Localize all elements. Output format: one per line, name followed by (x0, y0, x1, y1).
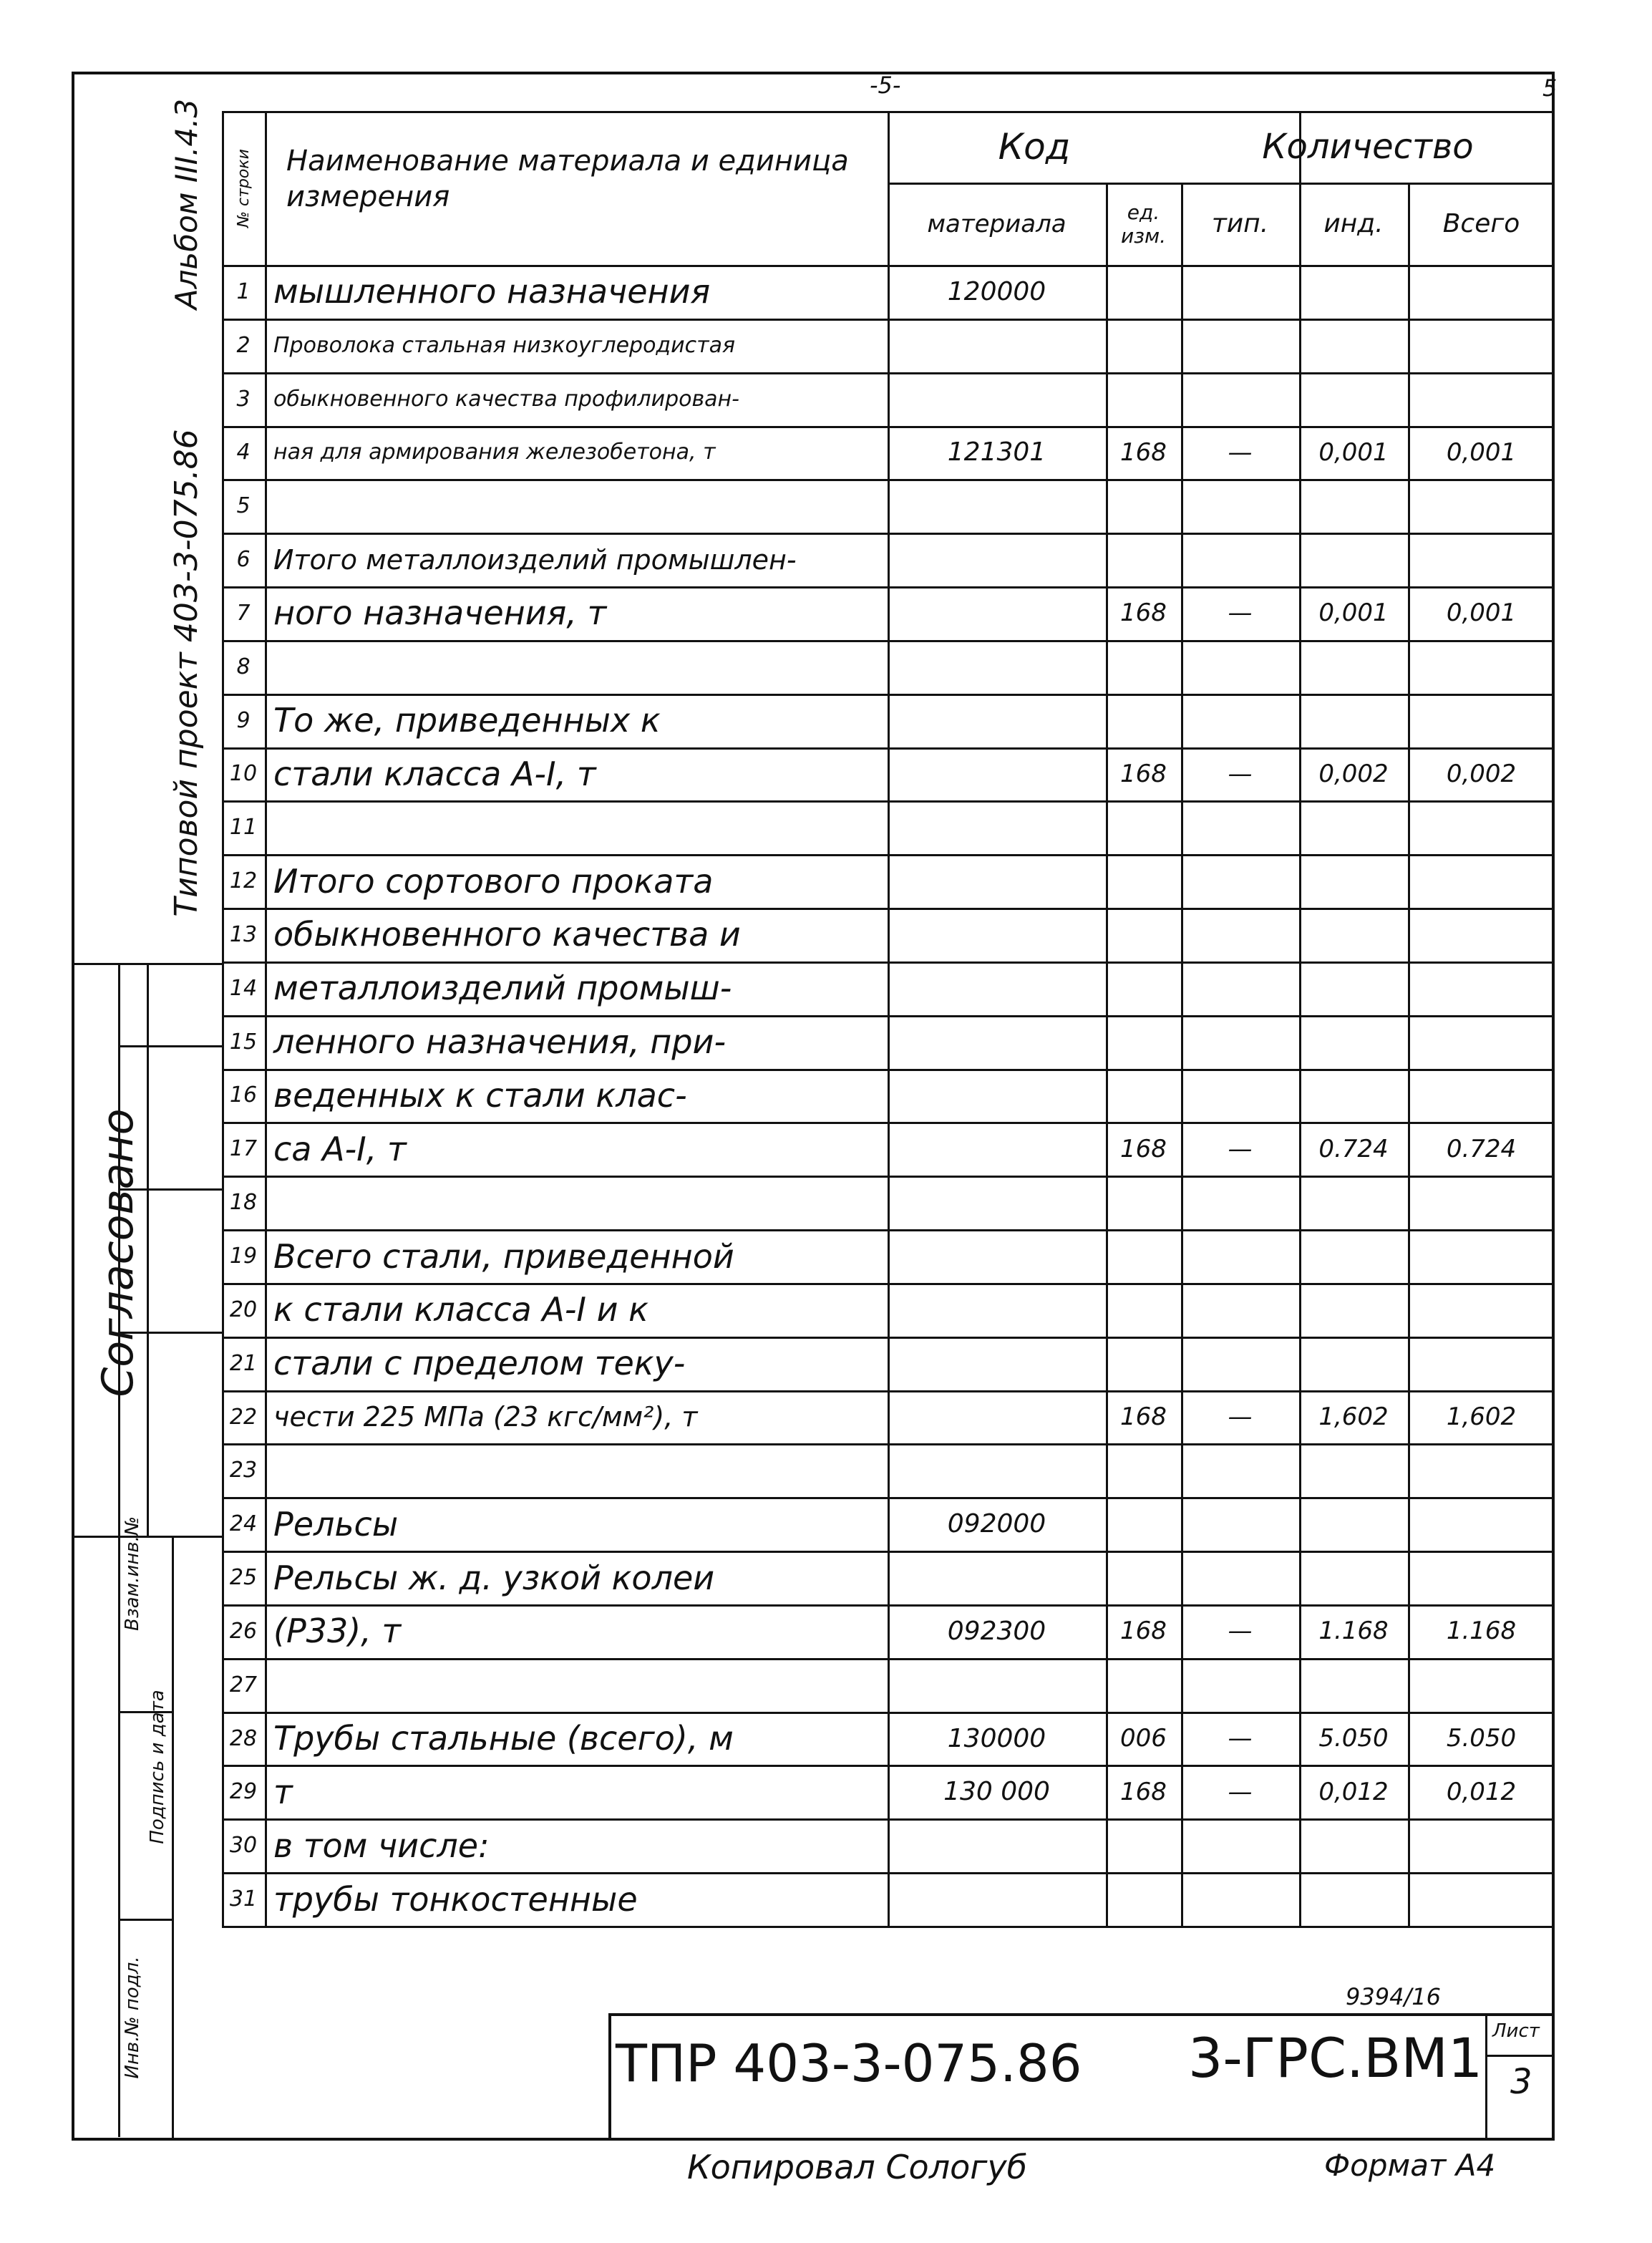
cell-typ (1184, 800, 1296, 854)
table-row (222, 800, 1555, 854)
cell-ind (1302, 1658, 1405, 1712)
cell-n: 11 (229, 815, 258, 840)
table-row (222, 854, 1555, 908)
header-qty-total: Всего (1442, 209, 1520, 238)
cell-code: 130000 (947, 1723, 1046, 1753)
cell-typ: — (1228, 759, 1253, 788)
cell-total (1411, 1337, 1552, 1390)
cell-total (1411, 1658, 1552, 1712)
table-row (222, 1658, 1555, 1712)
cell-typ (1184, 1497, 1296, 1551)
cell-code (890, 854, 1103, 908)
cell-name: обыкновенного качества и (273, 915, 741, 954)
cell-ind (1302, 1443, 1405, 1497)
cell-name: Рельсы (273, 1504, 399, 1544)
cell-typ (1184, 372, 1296, 426)
table-row (222, 908, 1555, 961)
cell-n: 27 (229, 1672, 258, 1697)
cell-code (890, 961, 1103, 1015)
cell-n: 20 (229, 1297, 258, 1322)
cell-total (1411, 1443, 1552, 1497)
header-code-unit: ед. изм. (1120, 200, 1167, 248)
cell-unit: 006 (1120, 1724, 1167, 1753)
cell-unit (1109, 1176, 1178, 1229)
cell-unit (1109, 694, 1178, 747)
cell-n: 4 (236, 440, 251, 465)
cell-name (268, 640, 890, 694)
table-row (222, 479, 1555, 533)
cell-name: металлоизделий промыш- (273, 969, 732, 1008)
cell-total (1411, 265, 1552, 319)
doc-code: 3-ГРС.ВМ1 (1188, 2026, 1483, 2090)
project-code: ТПР 403-3-075.86 (616, 2033, 1082, 2093)
cell-name: Проволока стальная низкоуглеродистая (273, 332, 736, 358)
cell-unit (1109, 1872, 1178, 1926)
copied-by: Копировал Сологуб (687, 2148, 1028, 2186)
cell-ind: 0,001 (1318, 437, 1389, 467)
cell-ind: 0,002 (1318, 759, 1389, 788)
cell-typ (1184, 1872, 1296, 1926)
cell-typ: — (1228, 437, 1253, 467)
cell-total (1411, 1176, 1552, 1229)
table-row (222, 1443, 1555, 1497)
cell-n: 24 (229, 1511, 258, 1537)
cell-ind (1302, 479, 1405, 533)
cell-code (890, 1443, 1103, 1497)
cell-code (890, 1658, 1103, 1712)
table-row (222, 586, 1555, 640)
cell-name: стали с пределом теку- (273, 1344, 686, 1383)
cell-n: 18 (229, 1190, 258, 1216)
table-row (222, 372, 1555, 426)
table-row (222, 1176, 1555, 1229)
cell-n: 7 (236, 600, 251, 626)
cell-total (1411, 1015, 1552, 1069)
table-row (222, 1551, 1555, 1604)
cell-total: 0,001 (1446, 437, 1517, 467)
cell-ind (1302, 640, 1405, 694)
cell-code (890, 1015, 1103, 1069)
cell-code (890, 908, 1103, 961)
cell-total (1411, 1283, 1552, 1337)
cell-unit (1109, 1497, 1178, 1551)
cell-name: ная для армирования железобетона, т (273, 440, 716, 465)
cell-unit (1109, 908, 1178, 961)
cell-code (890, 319, 1103, 372)
cell-unit (1109, 1551, 1178, 1604)
album-label: Альбом III.4.3 (168, 98, 204, 310)
cell-typ (1184, 1337, 1296, 1390)
cell-code (890, 1176, 1103, 1229)
table-row (222, 265, 1555, 319)
cell-unit: 168 (1120, 437, 1167, 467)
cell-code (890, 640, 1103, 694)
cell-unit (1109, 1283, 1178, 1337)
cell-name: ного назначения, т (273, 594, 607, 633)
cell-unit (1109, 854, 1178, 908)
cell-name: (Р33), т (273, 1612, 402, 1651)
cell-total (1411, 854, 1552, 908)
cell-typ (1184, 533, 1296, 586)
cell-code: 130 000 (943, 1777, 1050, 1807)
cell-unit (1109, 1818, 1178, 1872)
cell-total (1411, 533, 1552, 586)
cell-n: 16 (229, 1082, 258, 1108)
cell-n: 6 (236, 547, 251, 573)
cell-code (890, 586, 1103, 640)
table-row (222, 1497, 1555, 1551)
cell-ind (1302, 961, 1405, 1015)
cell-ind (1302, 1497, 1405, 1551)
cell-typ (1184, 1818, 1296, 1872)
cell-n: 28 (229, 1725, 258, 1751)
cell-ind (1302, 372, 1405, 426)
cell-n: 23 (229, 1458, 258, 1483)
table-row (222, 1283, 1555, 1337)
cell-unit (1109, 265, 1178, 319)
header-qty-ind: инд. (1323, 209, 1384, 238)
page-number-corner: 5 (1542, 74, 1558, 102)
cell-code (890, 1337, 1103, 1390)
cell-total: 0,012 (1446, 1777, 1517, 1806)
cell-typ (1184, 1176, 1296, 1229)
cell-name (268, 479, 890, 533)
table-row (222, 1818, 1555, 1872)
cell-code (890, 1872, 1103, 1926)
header-quantity: Количество (1262, 127, 1474, 167)
cell-typ (1184, 1015, 1296, 1069)
cell-n: 5 (236, 493, 251, 519)
table-row (222, 1069, 1555, 1123)
header-code: Код (998, 126, 1071, 168)
table-row (222, 1229, 1555, 1283)
cell-typ (1184, 694, 1296, 747)
cell-typ (1184, 1551, 1296, 1604)
cell-code (890, 1229, 1103, 1283)
cell-n: 30 (229, 1833, 258, 1859)
header-code-material: материала (927, 209, 1066, 238)
cell-name (268, 800, 890, 854)
cell-n: 8 (236, 654, 251, 679)
table-row (222, 961, 1555, 1015)
cell-name: к стали класса А-I и к (273, 1290, 648, 1329)
cell-unit: 168 (1120, 759, 1167, 788)
cell-name: Всего стали, приведенной (273, 1236, 734, 1276)
cell-code (890, 1390, 1103, 1444)
cell-ind (1302, 1229, 1405, 1283)
cell-total (1411, 479, 1552, 533)
cell-ind (1302, 1015, 1405, 1069)
cell-ind (1302, 1337, 1405, 1390)
cell-ind (1302, 694, 1405, 747)
cell-unit (1109, 533, 1178, 586)
project-label: Типовой проект 403-3-075.86 (167, 429, 205, 917)
cell-n: 26 (229, 1618, 258, 1644)
cell-typ (1184, 961, 1296, 1015)
cell-total (1411, 908, 1552, 961)
cell-name: трубы тонкостенные (273, 1879, 638, 1919)
cell-typ: — (1228, 599, 1253, 628)
cell-unit (1109, 640, 1178, 694)
cell-name (268, 1176, 890, 1229)
cell-typ: — (1228, 1403, 1253, 1432)
cell-typ (1184, 854, 1296, 908)
cell-name: веденных к стали клас- (273, 1075, 687, 1115)
cell-name: Итого металлоизделий промышлен- (273, 543, 797, 576)
cell-ind: 0,012 (1318, 1777, 1389, 1806)
cell-total (1411, 694, 1552, 747)
cell-n: 21 (229, 1350, 258, 1376)
side-stamp-sign-label: Подпись и дата (147, 1690, 168, 1844)
table-row (222, 426, 1555, 480)
cell-total (1411, 1551, 1552, 1604)
cell-unit: 168 (1120, 1134, 1167, 1163)
cell-ind: 1.168 (1318, 1617, 1389, 1646)
side-stamp-replace-label: Взам.инв.№ (122, 1516, 143, 1631)
cell-unit: 168 (1120, 1617, 1167, 1646)
table-row (222, 640, 1555, 694)
cell-code (890, 479, 1103, 533)
cell-n: 25 (229, 1565, 258, 1591)
cell-ind: 0,001 (1318, 599, 1389, 628)
cell-total: 0,001 (1446, 599, 1517, 628)
cell-code: 092300 (947, 1616, 1046, 1646)
side-stamp-inv-label: Инв.№ подл. (122, 1956, 143, 2079)
page-number-center: -5- (870, 72, 901, 99)
cell-code: 092000 (947, 1509, 1046, 1539)
cell-total (1411, 1497, 1552, 1551)
cell-code (890, 1069, 1103, 1123)
cell-total (1411, 1069, 1552, 1123)
table-row (222, 1765, 1555, 1818)
cell-total (1411, 1229, 1552, 1283)
cell-code (890, 800, 1103, 854)
cell-unit (1109, 1443, 1178, 1497)
cell-name: в том числе: (273, 1826, 490, 1865)
cell-name (268, 1443, 890, 1497)
cell-typ (1184, 1229, 1296, 1283)
table-row (222, 1122, 1555, 1176)
cell-unit (1109, 319, 1178, 372)
cell-ind (1302, 533, 1405, 586)
inventory-number: 9394/16 (1346, 1983, 1441, 2010)
cell-typ (1184, 908, 1296, 961)
cell-ind (1302, 854, 1405, 908)
cell-n: 22 (229, 1404, 258, 1430)
agreed-label: Согласовано (93, 1108, 143, 1397)
cell-name: са А-I, т (273, 1129, 407, 1168)
cell-ind (1302, 1283, 1405, 1337)
cell-typ (1184, 265, 1296, 319)
cell-name: ленного назначения, при- (273, 1022, 727, 1062)
cell-ind (1302, 265, 1405, 319)
cell-total: 0.724 (1446, 1134, 1517, 1163)
cell-ind (1302, 1176, 1405, 1229)
cell-total (1411, 961, 1552, 1015)
cell-n: 9 (236, 707, 251, 733)
cell-n: 2 (236, 332, 251, 358)
cell-n: 29 (229, 1779, 258, 1805)
table-row (222, 1872, 1555, 1926)
table-row (222, 319, 1555, 372)
table-row (222, 1604, 1555, 1658)
cell-typ (1184, 1283, 1296, 1337)
cell-code (890, 1551, 1103, 1604)
cell-name: Рельсы ж. д. узкой колеи (273, 1558, 715, 1597)
cell-n: 15 (229, 1029, 258, 1055)
cell-typ: — (1228, 1777, 1253, 1806)
cell-typ (1184, 479, 1296, 533)
cell-ind (1302, 908, 1405, 961)
cell-total (1411, 1872, 1552, 1926)
table-row (222, 747, 1555, 801)
cell-name: То же, приведенных к (273, 701, 661, 740)
cell-ind (1302, 1818, 1405, 1872)
cell-unit (1109, 1229, 1178, 1283)
table-row (222, 1390, 1555, 1444)
cell-total (1411, 319, 1552, 372)
cell-unit: 168 (1120, 599, 1167, 628)
format-label: Формат А4 (1324, 2148, 1496, 2183)
cell-typ: — (1228, 1724, 1253, 1753)
cell-name: Итого сортового проката (273, 861, 714, 901)
header-qty-type: тип. (1211, 209, 1269, 238)
cell-total (1411, 1818, 1552, 1872)
table-row (222, 533, 1555, 586)
cell-total (1411, 800, 1552, 854)
cell-name: мышленного назначения (273, 272, 711, 311)
cell-typ (1184, 1069, 1296, 1123)
cell-typ (1184, 640, 1296, 694)
cell-ind: 5.050 (1318, 1724, 1389, 1753)
cell-unit (1109, 1337, 1178, 1390)
cell-total: 5.050 (1446, 1724, 1517, 1753)
header-name: Наименование материала и единица измерения (286, 145, 849, 213)
cell-code (890, 694, 1103, 747)
cell-unit: 168 (1120, 1777, 1167, 1806)
cell-total: 0,002 (1446, 759, 1517, 788)
cell-total: 1.168 (1446, 1617, 1517, 1646)
sheet-number: 3 (1510, 2062, 1532, 2102)
cell-typ (1184, 319, 1296, 372)
cell-n: 17 (229, 1136, 258, 1162)
table-row (222, 1337, 1555, 1390)
cell-code (890, 1283, 1103, 1337)
cell-n: 10 (229, 761, 258, 787)
cell-code (890, 747, 1103, 801)
cell-name: стали класса А-I, т (273, 754, 596, 793)
sheet-label: Лист (1492, 2020, 1540, 2042)
cell-name: т (273, 1772, 293, 1811)
cell-name: чести 225 МПа (23 кгс/мм²), т (273, 1401, 698, 1433)
cell-unit (1109, 1069, 1178, 1123)
cell-unit: 168 (1120, 1403, 1167, 1432)
cell-n: 13 (229, 921, 258, 947)
cell-ind: 0.724 (1318, 1134, 1389, 1163)
cell-unit (1109, 961, 1178, 1015)
table-row (222, 1712, 1555, 1765)
cell-code (890, 533, 1103, 586)
cell-code: 121301 (947, 437, 1046, 468)
cell-ind (1302, 1551, 1405, 1604)
cell-code (890, 372, 1103, 426)
cell-n: 12 (229, 868, 258, 894)
cell-typ: — (1228, 1134, 1253, 1163)
cell-name: обыкновенного качества профилирован- (273, 386, 739, 412)
cell-ind: 1,602 (1318, 1403, 1389, 1432)
cell-total (1411, 372, 1552, 426)
cell-n: 3 (236, 386, 251, 412)
cell-code (890, 1122, 1103, 1176)
cell-code (890, 1818, 1103, 1872)
cell-n: 14 (229, 975, 258, 1001)
cell-n: 1 (236, 278, 251, 304)
cell-ind (1302, 800, 1405, 854)
cell-name (268, 1658, 890, 1712)
cell-name: Трубы стальные (всего), м (273, 1719, 734, 1758)
cell-unit (1109, 1658, 1178, 1712)
table-row (222, 694, 1555, 747)
cell-unit (1109, 1015, 1178, 1069)
table-bottom-line (222, 1926, 1555, 1928)
cell-total: 1,602 (1446, 1403, 1517, 1432)
table-row (222, 1015, 1555, 1069)
cell-ind (1302, 319, 1405, 372)
cell-ind (1302, 1872, 1405, 1926)
cell-n: 31 (229, 1886, 258, 1912)
cell-unit (1109, 479, 1178, 533)
cell-typ (1184, 1658, 1296, 1712)
header-row-number: № строки (234, 148, 253, 228)
cell-total (1411, 640, 1552, 694)
cell-typ (1184, 1443, 1296, 1497)
cell-code: 120000 (947, 276, 1046, 306)
cell-unit (1109, 372, 1178, 426)
materials-table (222, 111, 1555, 1926)
cell-typ: — (1228, 1617, 1253, 1646)
cell-n: 19 (229, 1244, 258, 1269)
cell-unit (1109, 800, 1178, 854)
cell-ind (1302, 1069, 1405, 1123)
